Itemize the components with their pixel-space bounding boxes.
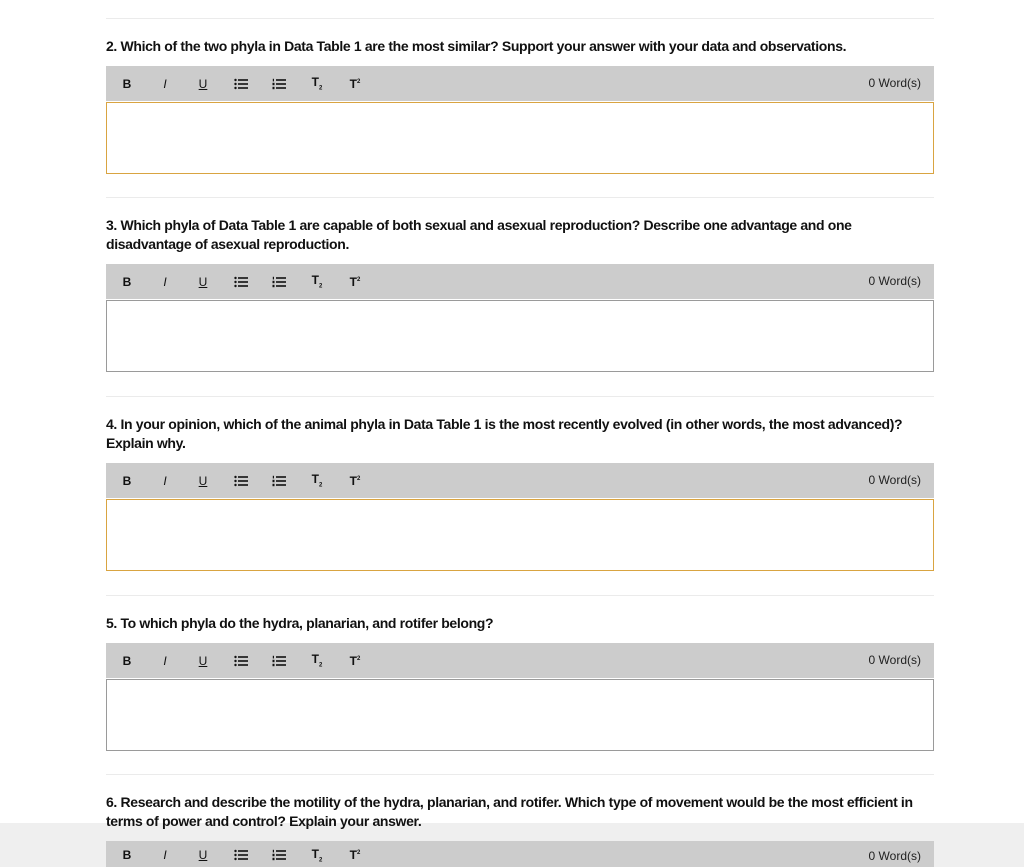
superscript-button[interactable] [336, 275, 374, 289]
bold-button[interactable]: B [122, 76, 132, 91]
superscript-icon: T [349, 76, 357, 91]
question-4 [106, 415, 934, 571]
superscript-icon: T [349, 473, 357, 488]
subscript-mark: 2 [319, 857, 323, 864]
italic-button[interactable]: I [163, 76, 167, 91]
question-4-toolbar [106, 463, 934, 498]
question-divider [106, 396, 934, 397]
numbered-list-button[interactable] [260, 849, 298, 861]
bold-button[interactable]: B [122, 848, 132, 862]
underline-button[interactable]: U [198, 653, 208, 668]
question-3-answer-editor[interactable] [106, 300, 934, 372]
bullet-list-button[interactable] [222, 475, 260, 487]
italic-button[interactable]: I [163, 848, 167, 862]
italic-button[interactable]: I [163, 473, 167, 488]
subscript-button[interactable] [298, 75, 336, 91]
underline-button[interactable]: U [198, 848, 208, 862]
word-count: 0 Word(s) [868, 76, 921, 90]
superscript-icon: T [349, 274, 357, 289]
subscript-button[interactable] [298, 273, 336, 289]
subscript-mark: 2 [319, 662, 323, 669]
bullet-list-icon [234, 78, 248, 90]
question-3-text: 3. Which phyla of Data Table 1 are capable of both sexual and asexual reproduction? Describe one advantage and one disadvantage of asexual reproduction. [106, 217, 852, 252]
bold-button[interactable]: B [122, 274, 132, 289]
question-5-text: 5. To which phyla do the hydra, planarian, and rotifer belong? [106, 615, 494, 631]
question-divider [106, 595, 934, 596]
word-count: 0 Word(s) [868, 849, 921, 863]
italic-button[interactable]: I [163, 274, 167, 289]
subscript-icon: T [311, 846, 319, 861]
bullet-list-icon [234, 475, 248, 487]
bullet-list-button[interactable] [222, 655, 260, 667]
question-2-text: 2. Which of the two phyla in Data Table 1 are the most similar? Support your answer with your data and observations. [106, 38, 847, 54]
question-2-toolbar [106, 66, 934, 101]
question-6-toolbar [106, 841, 934, 867]
numbered-list-icon [272, 276, 286, 288]
subscript-button[interactable] [298, 847, 336, 863]
bullet-list-button[interactable] [222, 78, 260, 90]
bullet-list-button[interactable] [222, 849, 260, 861]
question-3 [106, 216, 934, 372]
superscript-icon: T [349, 848, 357, 862]
superscript-button[interactable] [336, 474, 374, 488]
subscript-button[interactable] [298, 652, 336, 668]
bullet-list-button[interactable] [222, 276, 260, 288]
bold-button[interactable]: B [122, 473, 132, 488]
superscript-mark: 2 [357, 475, 361, 482]
word-count: 0 Word(s) [868, 653, 921, 667]
question-3-toolbar [106, 264, 934, 299]
question-6-text: 6. Research and describe the motility of the hydra, planarian, and rotifer. Which type of movement would be the most efficient in terms of power and control? Explain your answer. [106, 794, 913, 829]
superscript-mark: 2 [357, 276, 361, 283]
numbered-list-button[interactable] [260, 276, 298, 288]
question-2 [106, 37, 934, 174]
numbered-list-button[interactable] [260, 78, 298, 90]
question-4-text: 4. In your opinion, which of the animal phyla in Data Table 1 is the most recently evolved (in other words, the most advanced)? Explain why. [106, 416, 903, 451]
numbered-list-icon [272, 849, 286, 861]
superscript-button[interactable] [336, 654, 374, 668]
bullet-list-icon [234, 655, 248, 667]
bullet-list-icon [234, 849, 248, 861]
superscript-button[interactable] [336, 77, 374, 91]
superscript-mark: 2 [357, 655, 361, 662]
superscript-mark: 2 [357, 78, 361, 85]
numbered-list-icon [272, 655, 286, 667]
superscript-button[interactable] [336, 848, 374, 862]
question-2-answer-editor[interactable] [106, 102, 934, 174]
subscript-icon: T [311, 652, 319, 667]
question-5 [106, 614, 934, 751]
subscript-icon: T [311, 273, 319, 288]
question-divider [106, 18, 934, 19]
subscript-mark: 2 [319, 482, 323, 489]
subscript-mark: 2 [319, 283, 323, 290]
subscript-mark: 2 [319, 85, 323, 92]
numbered-list-button[interactable] [260, 475, 298, 487]
subscript-button[interactable] [298, 472, 336, 488]
underline-button[interactable]: U [198, 473, 208, 488]
question-divider [106, 774, 934, 775]
question-6 [106, 793, 934, 867]
question-4-answer-editor[interactable] [106, 499, 934, 571]
numbered-list-icon [272, 78, 286, 90]
numbered-list-button[interactable] [260, 655, 298, 667]
underline-button[interactable]: U [198, 274, 208, 289]
question-divider [106, 197, 934, 198]
underline-button[interactable]: U [198, 76, 208, 91]
word-count: 0 Word(s) [868, 274, 921, 288]
subscript-icon: T [311, 472, 319, 487]
italic-button[interactable]: I [163, 653, 167, 668]
numbered-list-icon [272, 475, 286, 487]
word-count: 0 Word(s) [868, 473, 921, 487]
question-5-answer-editor[interactable] [106, 679, 934, 751]
bold-button[interactable]: B [122, 653, 132, 668]
superscript-icon: T [349, 653, 357, 668]
subscript-icon: T [311, 75, 319, 90]
question-5-toolbar [106, 643, 934, 678]
superscript-mark: 2 [357, 850, 361, 856]
bullet-list-icon [234, 276, 248, 288]
